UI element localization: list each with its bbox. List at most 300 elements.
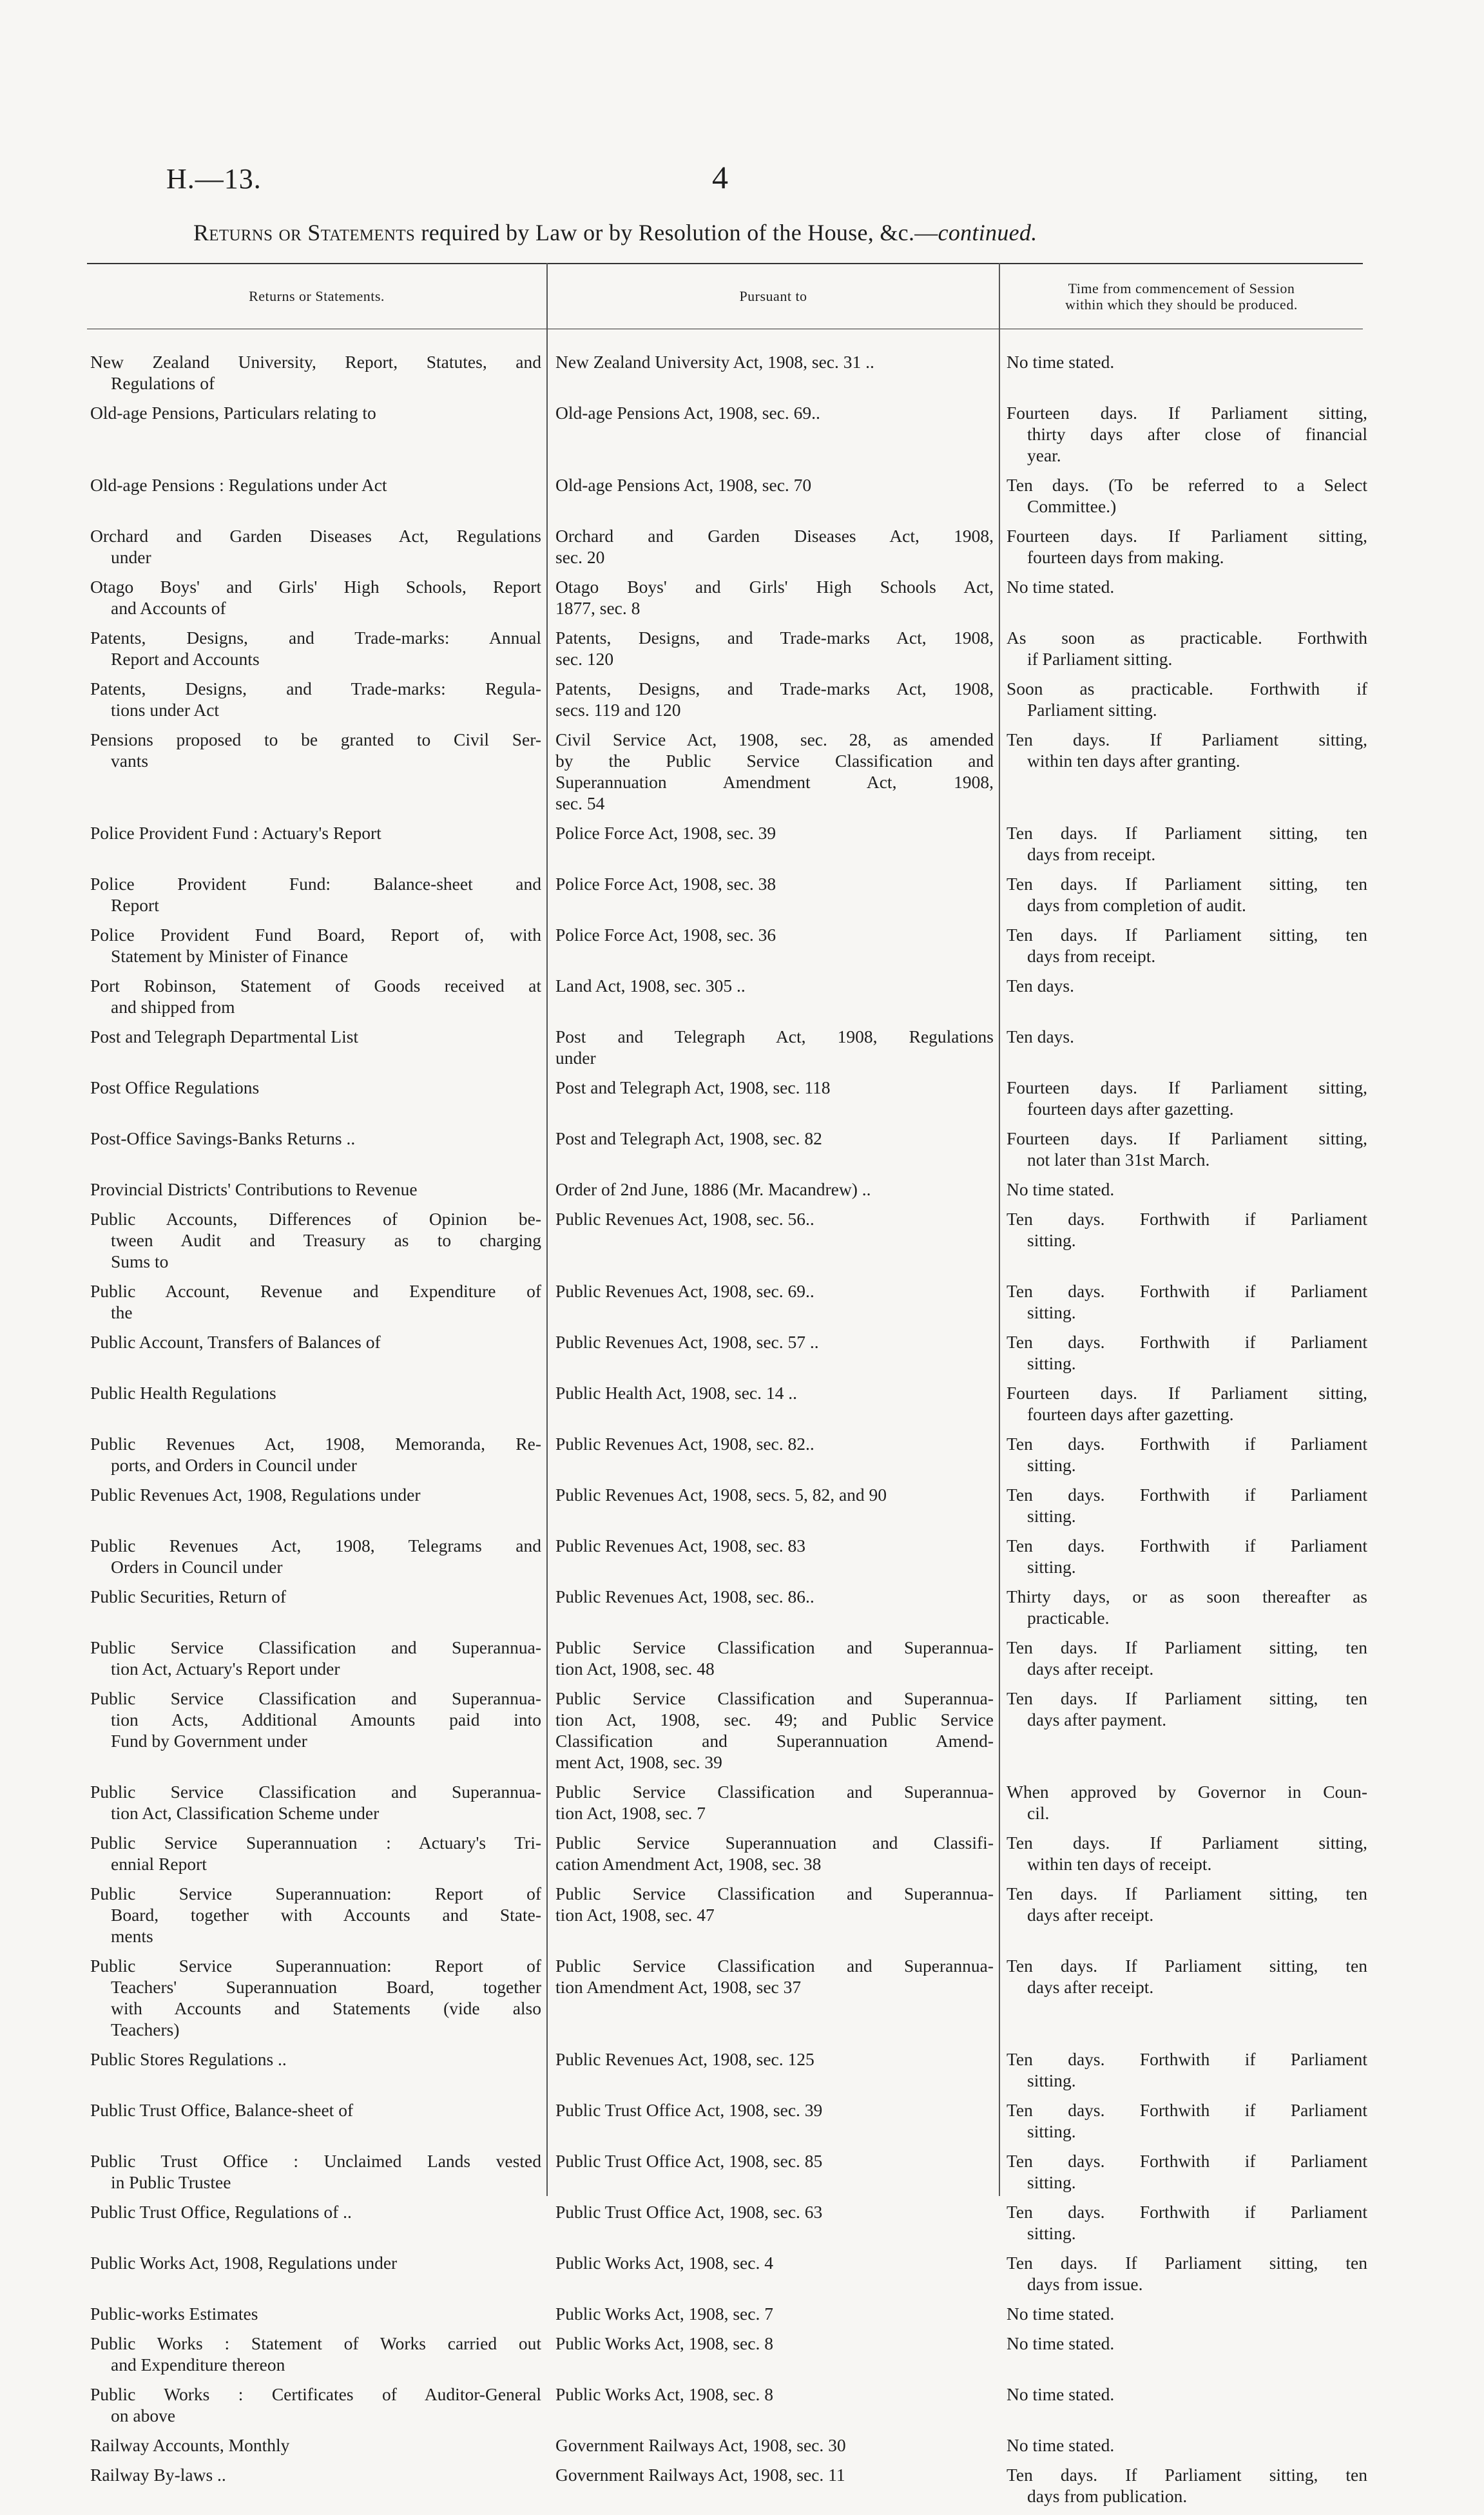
return-cell-line: Public Service Classification and Superannua- <box>90 1782 541 1802</box>
time-cell-line: days after receipt. <box>1027 1977 1154 1997</box>
time-cell-line: if Parliament sitting. <box>1027 649 1173 669</box>
time-cell-line: Ten days. If Parliament sitting, ten <box>1007 1884 1367 1903</box>
return-cell <box>90 1433 541 1476</box>
return-cell-line: Patents, Designs, and Trade-marks: Annual <box>90 628 541 648</box>
time-cell-line: Ten days. Forthwith if Parliament <box>1007 1209 1367 1229</box>
pursuant-cell <box>555 402 994 423</box>
return-cell <box>90 627 541 670</box>
table-row <box>0 2201 1484 2252</box>
time-cell <box>1007 1433 1367 1476</box>
time-cell <box>1007 2201 1367 2244</box>
pursuant-cell <box>555 1955 994 1998</box>
pursuant-cell-line: tion Amendment Act, 1908, sec 37 <box>555 1977 802 1997</box>
return-cell-line: Public Accounts, Differences of Opinion be- <box>90 1209 541 1229</box>
time-cell-line: When approved by Governor in Coun- <box>1007 1782 1367 1802</box>
time-cell-line: Committee.) <box>1027 496 1117 516</box>
time-cell-line: Ten days. Forthwith if Parliament <box>1007 2100 1367 2120</box>
return-cell-line: Public Works : Statement of Works carried out <box>90 2333 541 2353</box>
return-cell <box>90 1586 541 1607</box>
time-cell-line: sitting. <box>1027 2172 1076 2192</box>
pursuant-cell-line: Old-age Pensions Act, 1908, sec. 69.. <box>555 403 820 423</box>
return-cell <box>90 1883 541 1947</box>
pursuant-cell <box>555 1026 994 1068</box>
return-cell-line: Post and Telegraph Departmental List <box>90 1026 359 1046</box>
pursuant-cell-line: sec. 54 <box>555 793 605 813</box>
time-cell <box>1007 1280 1367 1323</box>
return-cell-line: tion Act, Actuary's Report under <box>111 1659 340 1679</box>
table-row <box>0 1781 1484 1832</box>
return-cell-line: and Expenditure thereon <box>111 2355 285 2375</box>
time-cell-line: Ten days. Forthwith if Parliament <box>1007 1536 1367 1556</box>
time-cell <box>1007 2333 1367 2354</box>
table-row <box>0 1280 1484 1331</box>
time-cell-line: Ten days. If Parliament sitting, ten <box>1007 925 1367 945</box>
return-cell-line: Police Provident Fund : Actuary's Report <box>90 823 381 843</box>
pursuant-cell <box>555 1484 994 1505</box>
time-cell-line: Ten days. If Parliament sitting, <box>1007 729 1367 749</box>
pursuant-cell <box>555 1637 994 1679</box>
time-cell <box>1007 2303 1367 2324</box>
return-cell-line: tween Audit and Treasury as to charging <box>111 1230 541 1250</box>
return-cell-line: Report and Accounts <box>111 649 260 669</box>
table-row <box>0 678 1484 729</box>
time-cell <box>1007 975 1367 996</box>
pursuant-cell <box>555 1179 994 1200</box>
return-cell <box>90 1280 541 1323</box>
time-cell-line: cil. <box>1027 1803 1050 1823</box>
time-cell <box>1007 351 1367 372</box>
return-cell <box>90 2464 541 2485</box>
return-cell <box>90 2150 541 2193</box>
pursuant-cell <box>555 351 994 372</box>
table-row <box>0 1433 1484 1484</box>
pursuant-cell-line: Public Trust Office Act, 1908, sec. 39 <box>555 2100 823 2120</box>
return-cell-line: Statement by Minister of Finance <box>111 946 349 966</box>
table-row <box>0 1382 1484 1433</box>
return-cell <box>90 2048 541 2070</box>
time-cell-line: Ten days. If Parliament sitting, ten <box>1007 823 1367 843</box>
time-cell-line: Ten days. If Parliament sitting, ten <box>1007 2465 1367 2485</box>
return-cell <box>90 1781 541 1824</box>
table-row <box>0 1208 1484 1280</box>
pursuant-cell-line: Classification and Superannuation Amend- <box>555 1731 994 1751</box>
return-cell <box>90 2252 541 2273</box>
table-row <box>0 1331 1484 1382</box>
return-cell-line: under <box>111 547 151 567</box>
pursuant-cell-line: Public Works Act, 1908, sec. 8 <box>555 2384 773 2404</box>
time-cell-line: not later than 31st March. <box>1027 1150 1210 1170</box>
return-cell-line: Public Service Superannuation : Actuary's Tri- <box>90 1833 541 1853</box>
return-cell-line: in Public Trustee <box>111 2172 231 2192</box>
return-cell-line: Orchard and Garden Diseases Act, Regulations <box>90 526 541 546</box>
time-cell <box>1007 1955 1367 1998</box>
pursuant-cell-line: New Zealand University Act, 1908, sec. 31 .. <box>555 352 874 372</box>
pursuant-cell-line: Order of 2nd June, 1886 (Mr. Macandrew) .. <box>555 1179 871 1199</box>
time-cell-line: fourteen days after gazetting. <box>1027 1099 1234 1119</box>
return-cell-line: vants <box>111 751 149 771</box>
page-reference: H.—13. <box>166 163 262 195</box>
time-cell-line: days from receipt. <box>1027 844 1156 864</box>
table-row <box>0 627 1484 678</box>
pursuant-cell-line: ment Act, 1908, sec. 39 <box>555 1752 722 1772</box>
time-cell-line: Fourteen days. If Parliament sitting, <box>1007 526 1367 546</box>
return-cell <box>90 822 541 843</box>
return-cell-line: ments <box>111 1926 153 1946</box>
time-cell-line: sitting. <box>1027 2121 1076 2141</box>
table-row <box>0 2434 1484 2464</box>
pursuant-cell-line: Public Revenues Act, 1908, sec. 125 <box>555 2049 814 2069</box>
pursuant-cell-line: Public Trust Office Act, 1908, sec. 85 <box>555 2151 823 2171</box>
pursuant-cell-line: tion Act, 1908, sec. 48 <box>555 1659 715 1679</box>
time-cell-line: Ten days. (To be referred to a Select <box>1007 475 1367 495</box>
time-cell-line: days from issue. <box>1027 2274 1143 2294</box>
pursuant-cell-line: Post and Telegraph Act, 1908, sec. 118 <box>555 1077 831 1097</box>
return-cell <box>90 1382 541 1403</box>
pursuant-cell-line: Government Railways Act, 1908, sec. 11 <box>555 2465 845 2485</box>
pursuant-cell-line: Public Service Classification and Superannua- <box>555 1637 994 1657</box>
return-cell-line: and Accounts of <box>111 598 226 618</box>
time-cell <box>1007 474 1367 517</box>
pursuant-cell <box>555 1077 994 1098</box>
time-cell-line: days after receipt. <box>1027 1905 1154 1925</box>
table-row <box>0 2048 1484 2099</box>
time-cell <box>1007 1179 1367 1200</box>
return-cell <box>90 1955 541 2040</box>
pursuant-cell-line: Orchard and Garden Diseases Act, 1908, <box>555 526 994 546</box>
table-row <box>0 822 1484 873</box>
table-row <box>0 729 1484 822</box>
pursuant-cell-line: Public Revenues Act, 1908, sec. 82.. <box>555 1434 814 1454</box>
time-cell <box>1007 1586 1367 1628</box>
return-cell <box>90 2303 541 2324</box>
time-cell-line: sitting. <box>1027 1230 1076 1250</box>
time-cell-line: Fourteen days. If Parliament sitting, <box>1007 1077 1367 1097</box>
return-cell-line: Regulations of <box>111 373 215 393</box>
return-cell <box>90 1179 541 1200</box>
return-cell-line: Teachers) <box>111 2019 180 2039</box>
return-cell <box>90 474 541 496</box>
pursuant-cell-line: Public Health Act, 1908, sec. 14 .. <box>555 1383 798 1403</box>
pursuant-cell-line: Post and Telegraph Act, 1908, sec. 82 <box>555 1128 822 1148</box>
time-cell <box>1007 1781 1367 1824</box>
pursuant-cell <box>555 576 994 619</box>
pursuant-cell <box>555 1280 994 1302</box>
return-cell-line: Fund by Government under <box>111 1731 307 1751</box>
return-cell-line: Otago Boys' and Girls' High Schools, Report <box>90 577 541 597</box>
return-cell-line: Sums to <box>111 1251 169 1271</box>
table-row <box>0 1077 1484 1128</box>
pursuant-cell-line: Public Revenues Act, 1908, sec. 57 .. <box>555 1332 819 1352</box>
pursuant-cell-line: Public Works Act, 1908, sec. 4 <box>555 2253 773 2273</box>
table-row <box>0 924 1484 975</box>
time-cell-line: Ten days. If Parliament sitting, ten <box>1007 1688 1367 1708</box>
time-cell <box>1007 2384 1367 2405</box>
return-cell-line: tion Act, Classification Scheme under <box>111 1803 380 1823</box>
time-cell <box>1007 525 1367 568</box>
return-cell <box>90 1026 541 1047</box>
pursuant-cell <box>555 2099 994 2121</box>
return-cell-line: Public Account, Revenue and Expenditure of <box>90 1281 541 1301</box>
pursuant-cell-line: sec. 120 <box>555 649 614 669</box>
table-top-rule <box>87 263 1363 264</box>
return-cell-line: Railway By-laws .. <box>90 2465 226 2485</box>
pursuant-cell-line: cation Amendment Act, 1908, sec. 38 <box>555 1854 822 1874</box>
title-continued: continued. <box>938 220 1037 246</box>
time-cell-line: within ten days of receipt. <box>1027 1854 1212 1874</box>
table-row <box>0 474 1484 525</box>
time-cell <box>1007 1832 1367 1874</box>
return-cell-line: Public Revenues Act, 1908, Telegrams and <box>90 1536 541 1556</box>
pursuant-cell <box>555 2464 994 2485</box>
return-cell-line: tion Acts, Additional Amounts paid into <box>111 1710 541 1730</box>
time-cell-line: Ten days. If Parliament sitting, ten <box>1007 1637 1367 1657</box>
time-cell-line: days after receipt. <box>1027 1659 1154 1679</box>
time-cell-line: Ten days. Forthwith if Parliament <box>1007 1281 1367 1301</box>
pursuant-cell-line: tion Act, 1908, sec. 47 <box>555 1905 715 1925</box>
pursuant-cell <box>555 1586 994 1607</box>
pursuant-cell <box>555 1331 994 1353</box>
pursuant-cell <box>555 1208 994 1229</box>
time-cell <box>1007 2464 1367 2507</box>
table-row <box>0 525 1484 576</box>
return-cell-line: Public Account, Transfers of Balances of <box>90 1332 381 1352</box>
table-row <box>0 1637 1484 1688</box>
pursuant-cell-line: Public Trust Office Act, 1908, sec. 63 <box>555 2202 823 2222</box>
time-cell <box>1007 2252 1367 2295</box>
return-cell <box>90 1688 541 1751</box>
time-cell-line: fourteen days after gazetting. <box>1027 1404 1234 1424</box>
pursuant-cell <box>555 1781 994 1824</box>
return-cell <box>90 1128 541 1149</box>
return-cell-line: the <box>111 1302 133 1322</box>
time-cell <box>1007 924 1367 967</box>
return-cell-line: and shipped from <box>111 997 235 1017</box>
time-cell <box>1007 678 1367 720</box>
return-cell <box>90 873 541 916</box>
time-cell-line: Ten days. Forthwith if Parliament <box>1007 1434 1367 1454</box>
time-cell-line: Fourteen days. If Parliament sitting, <box>1007 1128 1367 1148</box>
pursuant-cell-line: by the Public Service Classification and <box>555 751 994 771</box>
return-cell-line: Public Stores Regulations .. <box>90 2049 287 2069</box>
pursuant-cell <box>555 678 994 720</box>
time-cell-line: Ten days. If Parliament sitting, ten <box>1007 2253 1367 2273</box>
pursuant-cell-line: Patents, Designs, and Trade-marks Act, 1908, <box>555 679 994 699</box>
table-row <box>0 1026 1484 1077</box>
return-cell-line: Orders in Council under <box>111 1557 283 1577</box>
time-cell <box>1007 1535 1367 1577</box>
time-cell <box>1007 873 1367 916</box>
pursuant-cell-line: Public Service Classification and Superannua- <box>555 1688 994 1708</box>
table-row <box>0 2303 1484 2333</box>
return-cell-line: Public Service Classification and Superannua- <box>90 1637 541 1657</box>
time-cell <box>1007 1883 1367 1925</box>
return-cell-line: Teachers' Superannuation Board, together <box>111 1977 541 1997</box>
table-row <box>0 975 1484 1026</box>
time-cell-line: fourteen days from making. <box>1027 547 1224 567</box>
return-cell-line: ennial Report <box>111 1854 207 1874</box>
pursuant-cell-line: under <box>555 1048 596 1068</box>
return-cell-line: Patents, Designs, and Trade-marks: Regula- <box>90 679 541 699</box>
time-cell <box>1007 1382 1367 1425</box>
return-cell <box>90 729 541 771</box>
return-cell <box>90 402 541 423</box>
return-cell <box>90 678 541 720</box>
table-row <box>0 1179 1484 1208</box>
time-cell <box>1007 1688 1367 1730</box>
pursuant-cell-line: Patents, Designs, and Trade-marks Act, 1908, <box>555 628 994 648</box>
return-cell-line: Public Works Act, 1908, Regulations under <box>90 2253 398 2273</box>
return-cell-line: Railway Accounts, Monthly <box>90 2435 290 2455</box>
time-cell-line: Fourteen days. If Parliament sitting, <box>1007 403 1367 423</box>
pursuant-cell <box>555 822 994 843</box>
return-cell <box>90 1484 541 1505</box>
pursuant-cell <box>555 525 994 568</box>
pursuant-cell <box>555 2201 994 2222</box>
pursuant-cell <box>555 1535 994 1556</box>
return-cell-line: Public Service Superannuation: Report of <box>90 1956 541 1976</box>
return-cell-line: Report <box>111 895 159 915</box>
time-cell-line: Ten days. <box>1007 1026 1074 1046</box>
time-cell-line: Fourteen days. If Parliament sitting, <box>1007 1383 1367 1403</box>
time-cell <box>1007 1208 1367 1251</box>
return-cell <box>90 1208 541 1272</box>
return-cell <box>90 2384 541 2426</box>
time-cell-line: Ten days. Forthwith if Parliament <box>1007 2151 1367 2171</box>
time-cell-line: Ten days. If Parliament sitting, ten <box>1007 1956 1367 1976</box>
returns-table-body <box>0 351 1484 2515</box>
table-row <box>0 1688 1484 1781</box>
time-cell-line: within ten days after granting. <box>1027 751 1240 771</box>
pursuant-cell <box>555 873 994 894</box>
return-cell <box>90 1331 541 1353</box>
return-cell-line: Public Service Classification and Superannua- <box>90 1688 541 1708</box>
return-cell-line: Provincial Districts' Contributions to Revenue <box>90 1179 418 1199</box>
return-cell-line: Old-age Pensions, Particulars relating to <box>90 403 376 423</box>
time-cell-line: sitting. <box>1027 1506 1076 1526</box>
time-cell-line: Ten days. <box>1007 976 1074 996</box>
column-header-time <box>1000 267 1363 325</box>
pursuant-cell-line: Land Act, 1908, sec. 305 .. <box>555 976 746 996</box>
table-row <box>0 2252 1484 2303</box>
time-cell-line: Ten days. If Parliament sitting, ten <box>1007 874 1367 894</box>
time-cell <box>1007 2048 1367 2091</box>
column-header-time-line-1: Time from commencement of Session <box>1068 280 1295 296</box>
pursuant-cell <box>555 2150 994 2172</box>
pursuant-cell-line: Public Revenues Act, 1908, sec. 83 <box>555 1536 805 1556</box>
time-cell-line: No time stated. <box>1007 352 1115 372</box>
pursuant-cell <box>555 1883 994 1925</box>
return-cell-line: Public Works : Certificates of Auditor-General <box>90 2384 541 2404</box>
pursuant-cell-line: Public Revenues Act, 1908, sec. 69.. <box>555 1281 814 1301</box>
pursuant-cell-line: Public Service Superannuation and Classifi- <box>555 1833 994 1853</box>
return-cell-line: Public Securities, Return of <box>90 1586 286 1606</box>
time-cell <box>1007 576 1367 597</box>
return-cell <box>90 924 541 967</box>
time-cell-line: thirty days after close of financial <box>1027 424 1367 444</box>
time-cell-line: No time stated. <box>1007 1179 1115 1199</box>
time-cell <box>1007 2150 1367 2193</box>
pursuant-cell <box>555 2333 994 2354</box>
table-row <box>0 402 1484 474</box>
return-cell-line: New Zealand University, Report, Statutes, and <box>90 352 541 372</box>
time-cell-line: days after payment. <box>1027 1710 1167 1730</box>
return-cell-line: Post-Office Savings-Banks Returns .. <box>90 1128 356 1148</box>
time-cell <box>1007 729 1367 771</box>
pursuant-cell-line: Police Force Act, 1908, sec. 39 <box>555 823 776 843</box>
return-cell-line: Police Provident Fund Board, Report of, with <box>90 925 541 945</box>
return-cell-line: Port Robinson, Statement of Goods received at <box>90 976 541 996</box>
column-header-pursuant: Pursuant to <box>739 288 807 305</box>
table-row <box>0 2099 1484 2150</box>
page-number: 4 <box>712 159 728 195</box>
pursuant-cell <box>555 1688 994 1773</box>
pursuant-cell-line: Public Revenues Act, 1908, sec. 56.. <box>555 1209 814 1229</box>
table-row <box>0 2384 1484 2434</box>
table-row <box>0 1883 1484 1955</box>
time-cell <box>1007 1077 1367 1119</box>
table-row <box>0 2150 1484 2201</box>
return-cell-line: Board, together with Accounts and State- <box>111 1905 541 1925</box>
pursuant-cell <box>555 2384 994 2405</box>
pursuant-cell-line: Public Service Classification and Superannua- <box>555 1956 994 1976</box>
pursuant-cell <box>555 2303 994 2324</box>
time-cell-line: No time stated. <box>1007 2435 1115 2455</box>
table-row <box>0 1832 1484 1883</box>
return-cell <box>90 1637 541 1679</box>
pursuant-cell-line: Otago Boys' and Girls' High Schools Act, <box>555 577 994 597</box>
pursuant-cell <box>555 2048 994 2070</box>
pursuant-cell <box>555 2252 994 2273</box>
time-cell-line: sitting. <box>1027 2070 1076 2090</box>
time-cell-line: Parliament sitting. <box>1027 700 1157 720</box>
pursuant-cell-line: Public Revenues Act, 1908, secs. 5, 82, and 90 <box>555 1485 887 1505</box>
return-cell <box>90 351 541 394</box>
return-cell <box>90 1832 541 1874</box>
pursuant-cell-line: Civil Service Act, 1908, sec. 28, as amended <box>555 729 994 749</box>
time-cell-line: year. <box>1027 445 1061 465</box>
table-row <box>0 2333 1484 2384</box>
pursuant-cell <box>555 924 994 945</box>
return-cell-line: on above <box>111 2405 176 2425</box>
time-cell-line: sitting. <box>1027 1455 1076 1475</box>
time-cell-line: days from publication. <box>1027 2486 1188 2506</box>
time-cell <box>1007 2099 1367 2142</box>
pursuant-cell-line: Public Revenues Act, 1908, sec. 86.. <box>555 1586 814 1606</box>
return-cell-line: Public Revenues Act, 1908, Memoranda, Re- <box>90 1434 541 1454</box>
return-cell <box>90 576 541 619</box>
return-cell-line: Public Trust Office : Unclaimed Lands vested <box>90 2151 541 2171</box>
pursuant-cell-line: Superannuation Amendment Act, 1908, <box>555 772 994 792</box>
pursuant-cell-line: sec. 20 <box>555 547 605 567</box>
pursuant-cell <box>555 729 994 814</box>
return-cell <box>90 975 541 1017</box>
pursuant-cell <box>555 2434 994 2456</box>
time-cell <box>1007 1484 1367 1527</box>
time-cell-line: Thirty days, or as soon thereafter as <box>1007 1586 1367 1606</box>
return-cell <box>90 2099 541 2121</box>
table-row <box>0 1586 1484 1637</box>
time-cell <box>1007 2434 1367 2456</box>
pursuant-cell-line: 1877, sec. 8 <box>555 598 641 618</box>
pursuant-cell-line: Police Force Act, 1908, sec. 38 <box>555 874 776 894</box>
return-cell-line: Police Provident Fund: Balance-sheet and <box>90 874 541 894</box>
time-cell <box>1007 1026 1367 1047</box>
title-small-caps: Returns or Statements <box>193 220 416 246</box>
table-row <box>0 1535 1484 1586</box>
time-cell <box>1007 402 1367 466</box>
time-cell-line: sitting. <box>1027 1302 1076 1322</box>
return-cell <box>90 1077 541 1098</box>
